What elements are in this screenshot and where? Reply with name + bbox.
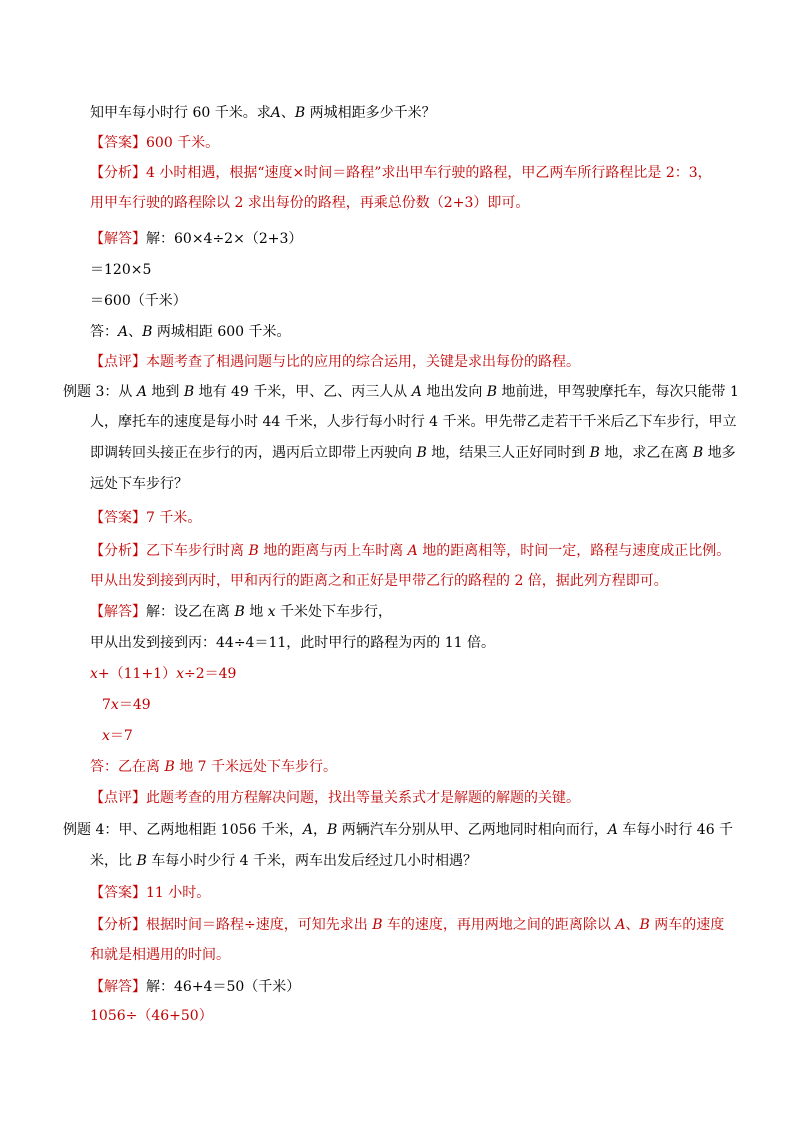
var-b: B — [327, 822, 338, 838]
ex4-answer: 【答案】11 小时。 — [90, 885, 211, 901]
var-a: A — [270, 105, 281, 121]
ex3-comment: 【点评】此题考查的用方程解决问题，找出等量关系式才是解题的解题的关键。 — [90, 790, 580, 806]
var-x: x — [110, 697, 119, 713]
ex2-reply — [90, 322, 291, 342]
solution-tag: 【解答】 — [90, 979, 146, 995]
var-a: A — [411, 384, 422, 400]
var-b: B — [142, 324, 153, 340]
text: 【分析】乙下车步行时离 — [90, 543, 249, 559]
var-x: x — [176, 666, 184, 682]
var-x: x — [102, 728, 110, 744]
separator: 、 — [625, 917, 640, 933]
reply-text: 两城相距 600 千米。 — [152, 324, 291, 340]
text: 答：乙在离 — [90, 759, 165, 775]
text: 解：设乙在离 — [146, 604, 235, 620]
text: ＝7 — [109, 728, 133, 744]
separator: ， — [313, 822, 328, 838]
example-label: 例题 4： — [63, 822, 119, 838]
text: 米，比 — [90, 853, 137, 869]
var-b: B — [183, 384, 195, 400]
text: 两车的速度 — [649, 917, 725, 933]
solution-tag: 【解答】 — [90, 231, 146, 247]
text: 地 7 千米远处下车步行。 — [174, 759, 338, 775]
ex2-question-text-end: 两城相距多少千米？ — [305, 105, 436, 121]
ex4-solution-line-2: 1056÷（46+50） — [90, 1008, 213, 1024]
text: ÷2＝49 — [184, 666, 237, 682]
text: 地，求乙在离 — [599, 445, 693, 461]
var-b: B — [136, 853, 147, 869]
ex2-question-line — [90, 103, 436, 123]
ex2-solution-line-3: ＝600（千米） — [90, 293, 187, 309]
ex2-solution-line-2: ＝120×5 — [90, 262, 152, 278]
text: 车的速度，再用两地之间的距离除以 — [382, 917, 616, 933]
var-a: A — [302, 822, 314, 838]
text: 【分析】根据时间＝路程÷速度，可知先求出 — [90, 917, 373, 933]
var-b: B — [692, 445, 704, 461]
reply-prefix: 答： — [90, 324, 118, 340]
ex3-analysis-line-1 — [90, 541, 730, 561]
text: 甲、乙两地相距 1056 千米， — [118, 822, 303, 838]
text: 地有 49 千米，甲、乙、丙三人从 — [194, 384, 412, 400]
ex3-reply — [90, 757, 337, 777]
ex4-solution-line-1 — [90, 977, 300, 997]
ex3-question-line-1 — [63, 382, 739, 402]
ex2-question-text: 知甲车每小时行 60 千米。求 — [90, 105, 271, 121]
text: 车每小时行 46 千 — [617, 822, 734, 838]
ex3-question-line-4: 远处下车步行？ — [90, 476, 188, 492]
text: 两辆汽车分别从甲、乙两地同时相向而行， — [337, 822, 608, 838]
text: 千米处下车步行， — [275, 604, 393, 620]
var-x: x — [90, 666, 98, 682]
ex4-analysis-line-1 — [90, 915, 724, 935]
ex4-question-line-1 — [63, 820, 733, 840]
var-x: x — [267, 604, 276, 620]
ex3-answer: 【答案】7 千米。 — [90, 510, 202, 526]
ex4-question-line-2 — [90, 851, 477, 871]
text: 地多 — [703, 445, 736, 461]
ex3-analysis-line-2: 甲从出发到接到丙时，甲和丙行的距离之和正好是甲带乙行的路程的 2 倍，据此列方程即可。 — [90, 573, 668, 589]
text: ＝49 — [118, 697, 151, 713]
text: 地 — [244, 604, 268, 620]
text: 地前进，甲驾驶摩托车，每次只能带 1 — [497, 384, 739, 400]
text: 地的距离与丙上车时离 — [258, 543, 408, 559]
text: 即调转回头接正在步行的丙，遇丙后立即带上丙驶向 — [90, 445, 417, 461]
solution-text: 解：46+4＝50（千米） — [146, 979, 301, 995]
text: +（11+1） — [97, 666, 177, 682]
ex2-solution-line-1 — [90, 229, 302, 249]
var-b: B — [164, 759, 175, 775]
var-a: A — [136, 384, 147, 400]
ex3-solution-line-2: 甲从出发到接到丙：44÷4＝11，此时甲行的路程为丙的 11 倍。 — [90, 635, 495, 651]
var-a: A — [407, 543, 418, 559]
ex3-solution-line-1 — [90, 602, 392, 622]
ex3-equation-1 — [90, 664, 236, 684]
ex4-analysis-line-2: 和就是相遇用的时间。 — [90, 947, 230, 963]
var-b: B — [639, 917, 650, 933]
solution-text: 解：60×4÷2×（2+3） — [146, 231, 303, 247]
ex3-equation-2 — [102, 695, 151, 715]
text: 地的距离相等，时间一定，路程与速度成正比例。 — [417, 543, 731, 559]
ex3-equation-3 — [102, 726, 133, 746]
var-b: B — [589, 445, 600, 461]
text: 7 — [102, 697, 111, 713]
var-b: B — [234, 604, 245, 620]
text: 地，结果三人正好同时到 — [426, 445, 590, 461]
ex3-question-line-3 — [90, 443, 736, 463]
var-b: B — [294, 105, 306, 121]
text: 地到 — [146, 384, 184, 400]
ex2-answer: 【答案】600 千米。 — [90, 135, 220, 151]
solution-tag: 【解答】 — [90, 604, 146, 620]
var-a: A — [615, 917, 626, 933]
var-b: B — [486, 384, 498, 400]
text: 从 — [118, 384, 137, 400]
var-b: B — [372, 917, 383, 933]
separator: 、 — [128, 324, 143, 340]
ex2-comment: 【点评】本题考查了相遇问题与比的应用的综合运用，关键是求出每份的路程。 — [90, 354, 580, 370]
var-b: B — [248, 543, 259, 559]
separator: 、 — [280, 105, 295, 121]
ex2-analysis-line-1: 【分析】4 小时相遇，根据“速度×时间＝路程”求出甲车行驶的路程，甲乙两车所行路程比是 2：3， — [90, 165, 712, 181]
example-label: 例题 3： — [63, 384, 119, 400]
text: 车每小时少行 4 千米，两车出发后经过几小时相遇？ — [146, 853, 478, 869]
ex3-question-line-2: 人，摩托车的速度是每小时 44 千米，人步行每小时行 4 千米。甲先带乙走若干千米后乙下车步行，甲立 — [90, 414, 737, 430]
text: 地出发向 — [421, 384, 487, 400]
var-a: A — [607, 822, 618, 838]
var-b: B — [416, 445, 427, 461]
ex2-analysis-line-2: 用甲车行驶的路程除以 2 求出每份的路程，再乘总份数（2+3）即可。 — [90, 195, 530, 211]
var-a: A — [118, 324, 129, 340]
